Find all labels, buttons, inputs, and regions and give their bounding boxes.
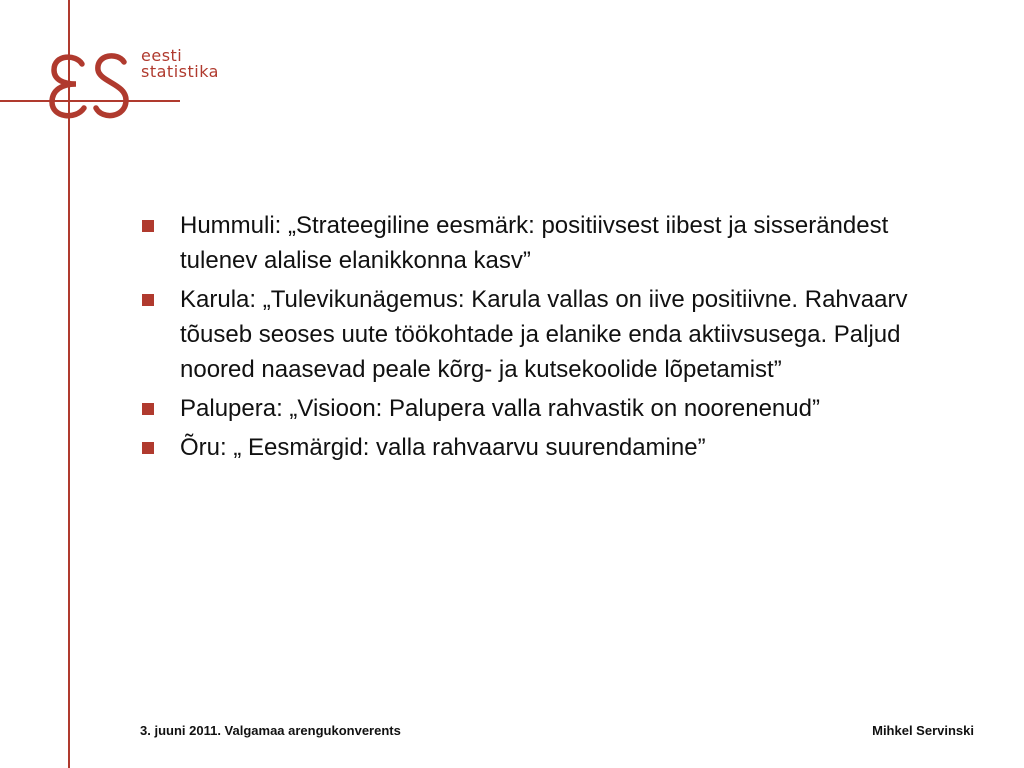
- bullet-text: Palupera: „Visioon: Palupera valla rahvastik on noorenenud”: [180, 395, 820, 422]
- square-bullet-icon: [142, 403, 154, 415]
- logo-wordmark: [141, 48, 219, 80]
- footer-event: 3. juuni 2011. Valgamaa arengukonverents: [140, 723, 401, 738]
- list-item: [140, 282, 970, 387]
- list-item: [140, 208, 970, 278]
- square-bullet-icon: [142, 220, 154, 232]
- bullet-text: Hummuli: „Strateegiline eesmärk: positiivsest iibest ja sisserändest tulenev alalise elanikkonna kasv”: [180, 212, 889, 274]
- bullet-text: Õru: „ Eesmärgid: valla rahvaarvu suurendamine”: [180, 434, 706, 461]
- logo-wordmark-line1: eesti: [141, 46, 183, 65]
- footer-author: Mihkel Servinski: [872, 723, 974, 738]
- bullet-list: [140, 208, 970, 469]
- statistika-logo: [46, 46, 136, 126]
- square-bullet-icon: [142, 294, 154, 306]
- list-item: [140, 391, 970, 426]
- bullet-text: Karula: „Tulevikunägemus: Karula vallas on iive positiivne. Rahvaarv tõuseb seoses uute töökohtade ja elanike enda aktiivsusega. Paljud noored naasevad peale kõrg- ja kutsekoolide lõpetamist”: [180, 286, 908, 383]
- square-bullet-icon: [142, 442, 154, 454]
- logo-wordmark-line2: statistika: [141, 62, 219, 81]
- list-item: [140, 430, 970, 465]
